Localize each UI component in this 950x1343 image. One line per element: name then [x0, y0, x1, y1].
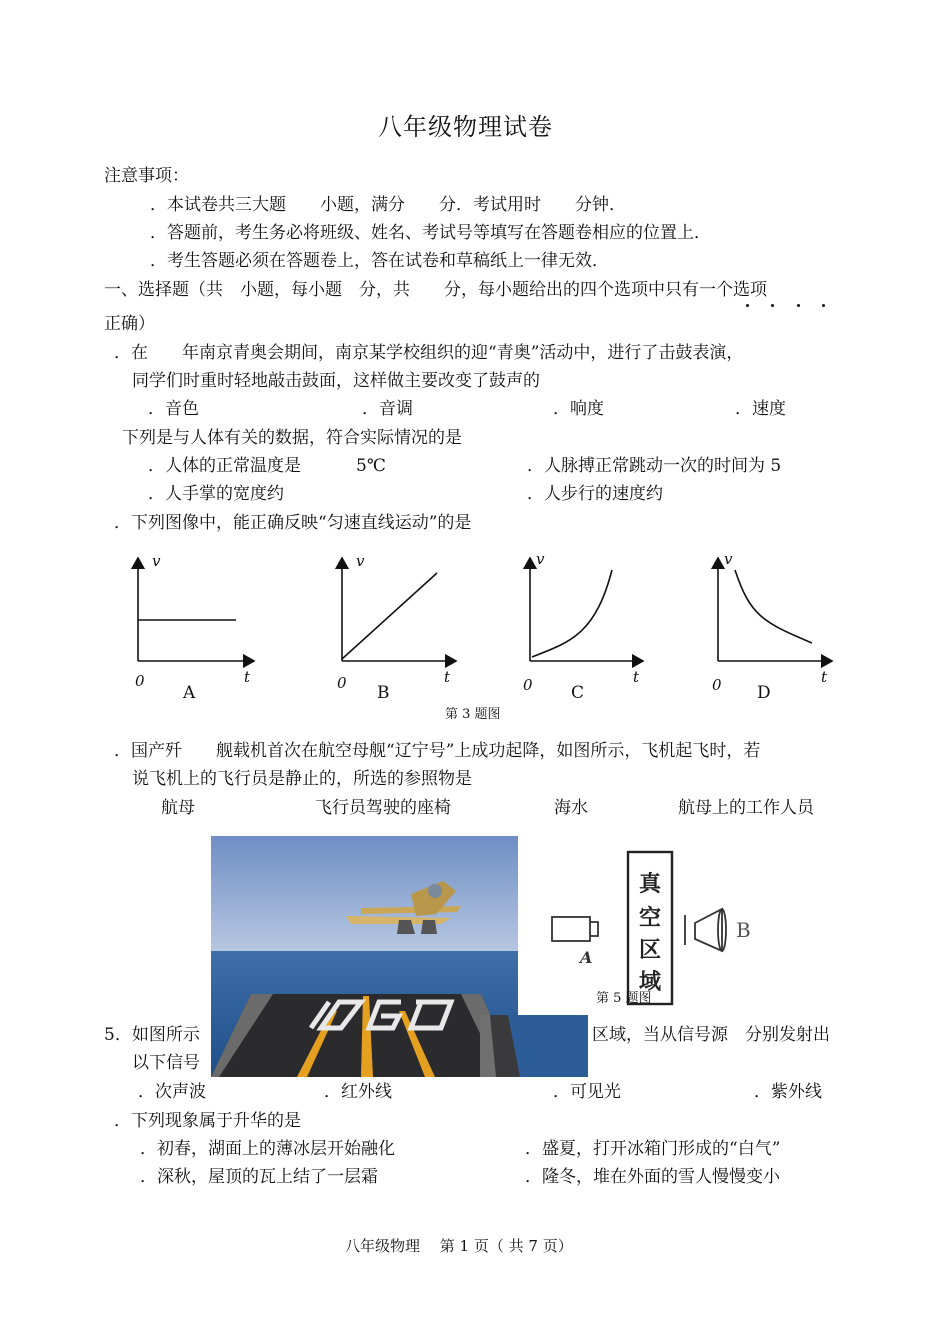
q5-option-b: ．红外线	[324, 1082, 392, 1102]
graph-a	[138, 558, 254, 661]
q1-option-b: ．音调	[362, 399, 413, 419]
q6-option-a: ．初春，湖面上的薄冰层开始融化	[140, 1139, 395, 1159]
emphasis-dot	[797, 304, 800, 307]
axis-label-t: t	[244, 668, 251, 686]
q5-stem-1-left: 5．如图所示	[104, 1025, 200, 1045]
signal-source-icon	[552, 917, 598, 941]
graph-label-c: C	[571, 683, 585, 703]
notice-item-3: ．考生答题必须在答题卷上，答在试卷和草稿纸上一律无效．	[150, 251, 609, 271]
carrier-deck-photo	[480, 1015, 588, 1077]
q5-option-d: ．紫外线	[754, 1082, 822, 1102]
vacuum-char: 区	[639, 937, 662, 963]
q4-option-a: 航母	[161, 798, 195, 818]
q6-stem: ．下列现象属于升华的是	[114, 1111, 301, 1131]
graph-label-d: D	[757, 683, 771, 703]
axis-label-v: v	[152, 552, 161, 570]
q1-option-d: ．速度	[735, 399, 786, 419]
q5-option-a: ．次声波	[138, 1082, 206, 1102]
q1-stem-1: ．在 年南京青奥会期间，南京某学校组织的迎“青奥”活动中，进行了击鼓表演，	[114, 343, 744, 363]
q3-stem: ．下列图像中，能正确反映“匀速直线运动”的是	[114, 513, 472, 533]
emphasis-dot	[771, 304, 774, 307]
q5-stem-2: 以下信号	[132, 1053, 200, 1073]
notice-heading: 注意事项：	[104, 166, 189, 186]
emphasis-dot	[746, 304, 749, 307]
page-title: 八年级物理试卷	[378, 113, 553, 141]
q6-option-b: ．盛夏，打开冰箱门形成的“白气”	[525, 1139, 781, 1159]
q4-option-b: 飞行员驾驶的座椅	[315, 798, 451, 818]
q4-option-c: 海水	[554, 798, 588, 818]
graph-label-b: B	[377, 683, 390, 703]
graph-c-curve	[532, 570, 612, 657]
emphasis-dot	[822, 304, 825, 307]
q4-stem-1: ．国产歼 舰载机首次在航空母舰“辽宁号”上成功起降，如图所示，飞机起飞时，若	[114, 741, 761, 761]
q1-stem-2: 同学们时重时轻地敲击鼓面，这样做主要改变了鼓声的	[132, 371, 540, 391]
graph-d	[718, 558, 832, 661]
graph-b	[342, 558, 456, 661]
axis-label-t: t	[633, 668, 640, 686]
section1-heading: 一、选择题（共 小题，每小题 分，共 分，每小题给出的四个选项中只有一个选项	[104, 280, 767, 300]
origin-label: 0	[337, 674, 347, 692]
section1-heading-cont: 正确）	[104, 314, 155, 334]
axis-label-v: v	[356, 552, 365, 570]
graph-c	[530, 558, 643, 661]
page-footer: 八年级物理 第 1 页（ 共 7 页）	[345, 1237, 573, 1255]
q3-graphs	[0, 540, 950, 705]
q6-option-c: ．深秋，屋顶的瓦上结了一层霜	[140, 1167, 378, 1187]
axis-label-v: v	[724, 550, 733, 568]
origin-label: 0	[135, 672, 145, 690]
axis-label-t: t	[444, 668, 451, 686]
q6-option-d: ．隆冬，堆在外面的雪人慢慢变小	[525, 1167, 780, 1187]
vacuum-char: 空	[639, 905, 662, 931]
q2-option-c: ．人手掌的宽度约	[148, 484, 284, 504]
q2-option-a-value: 5℃	[356, 456, 386, 476]
q2-stem: 下列是与人体有关的数据，符合实际情况的是	[122, 428, 462, 448]
vacuum-char: 真	[639, 871, 662, 897]
fig5-diagram	[540, 845, 770, 1010]
q2-option-a: ．人体的正常温度是	[148, 456, 301, 476]
notice-item-2: ．答题前，考生务必将班级、姓名、考试号等填写在答题卷相应的位置上．	[150, 223, 711, 243]
notice-item-1: ．本试卷共三大题 小题，满分 分．考试用时 分钟．	[150, 195, 626, 215]
origin-label: 0	[712, 676, 722, 694]
q3-caption: 第 3 题图	[445, 707, 501, 722]
origin-label: 0	[523, 676, 533, 694]
q4-stem-2: 说飞机上的飞行员是静止的，所选的参照物是	[132, 769, 472, 789]
q2-option-b: ．人脉搏正常跳动一次的时间为 5	[527, 456, 782, 476]
fig5-caption: 第 5 题图	[596, 991, 652, 1006]
q5-option-c: ．可见光	[553, 1082, 621, 1102]
axis-label-v: v	[536, 550, 545, 568]
graph-label-a: A	[183, 683, 196, 703]
q4-option-d: 航母上的工作人员	[678, 798, 814, 818]
q5-stem-1-right: 区域，当从信号源 分别发射出	[592, 1025, 830, 1045]
q1-option-c: ．响度	[553, 399, 604, 419]
axis-label-t: t	[821, 668, 828, 686]
q1-option-a: ．音色	[148, 399, 199, 419]
label-b: B	[736, 918, 751, 942]
label-a: A	[580, 948, 593, 967]
graph-b-curve	[342, 573, 437, 659]
carrier-jet-photo	[211, 836, 518, 1077]
receiver-icon	[685, 909, 726, 951]
vacuum-char: 域	[639, 969, 662, 995]
graph-d-curve	[735, 570, 812, 643]
q2-option-d: ．人步行的速度约	[527, 484, 663, 504]
